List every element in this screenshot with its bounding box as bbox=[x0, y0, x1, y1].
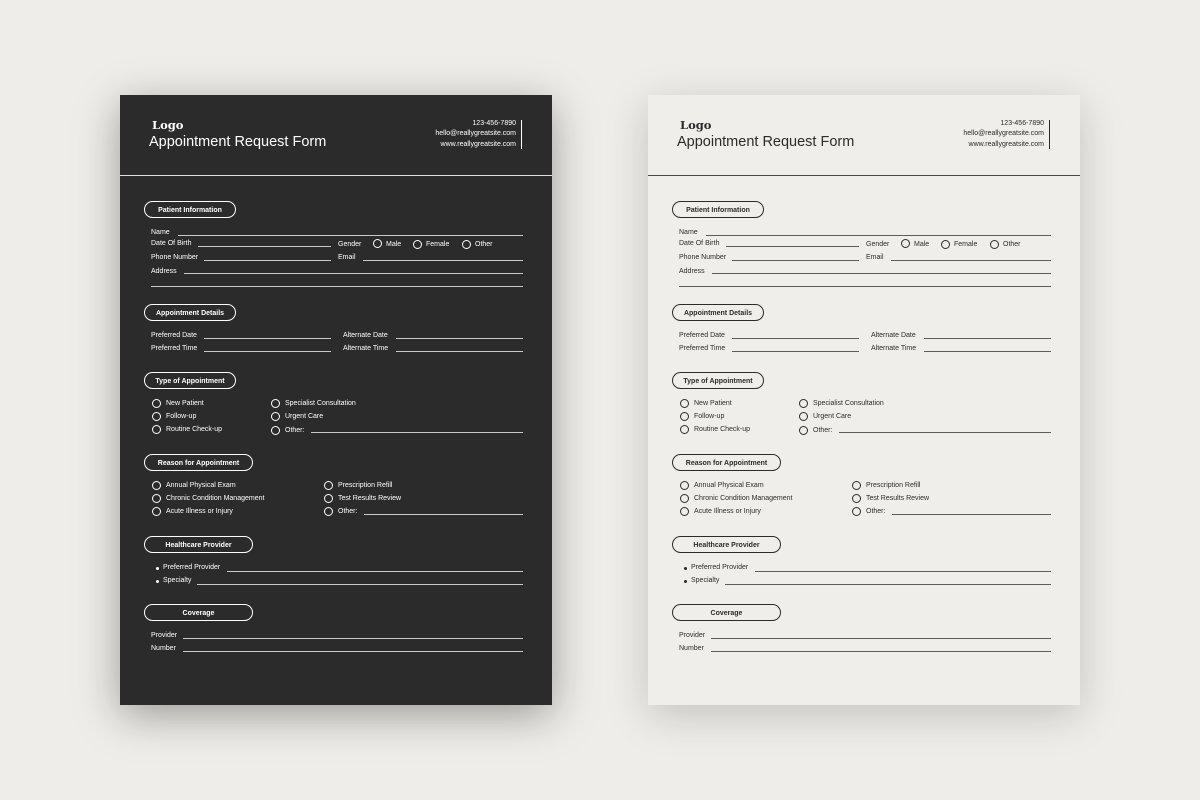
contact-info bbox=[435, 119, 516, 150]
radio-prescription-refill[interactable] bbox=[324, 481, 333, 490]
label-email: Email bbox=[866, 254, 884, 261]
contact-website: www.reallygreatsite.com bbox=[440, 140, 516, 148]
field-alternate-date[interactable] bbox=[396, 338, 523, 339]
field-email[interactable] bbox=[363, 260, 523, 261]
section-coverage: Coverage bbox=[144, 604, 253, 621]
label-chronic-condition-management: Chronic Condition Management bbox=[166, 495, 265, 502]
contact-website: www.reallygreatsite.com bbox=[968, 140, 1044, 148]
label-preferred-provider: Preferred Provider bbox=[691, 564, 749, 571]
field-alternate-date[interactable] bbox=[924, 338, 1051, 339]
bullet bbox=[156, 567, 159, 570]
label-follow-up: Follow-up bbox=[694, 413, 725, 420]
contact-email: hello@reallygreatsite.com bbox=[963, 130, 1044, 138]
radio-chronic-condition-management[interactable] bbox=[152, 494, 161, 503]
label-name: Name bbox=[151, 229, 170, 236]
contact-phone: 123-456-7890 bbox=[472, 120, 516, 127]
section-type-of-appointment: Type of Appointment bbox=[672, 372, 764, 389]
label-gender: Gender bbox=[866, 241, 890, 248]
logo: Logo bbox=[680, 118, 712, 132]
form-sheet-dark bbox=[120, 95, 552, 705]
label-annual-physical-exam: Annual Physical Exam bbox=[166, 482, 236, 489]
field-alternate-time[interactable] bbox=[924, 351, 1051, 352]
label-acute-illness-or-injury: Acute Illness or Injury bbox=[166, 508, 233, 515]
field-address-line-2[interactable] bbox=[151, 286, 523, 287]
label-alternate-date: Alternate Date bbox=[871, 332, 916, 339]
radio-gender-male[interactable] bbox=[901, 239, 910, 248]
contact-info bbox=[963, 119, 1044, 150]
contact-phone: 123-456-7890 bbox=[1000, 120, 1044, 127]
label-chronic-condition-management: Chronic Condition Management bbox=[694, 495, 793, 502]
field-address[interactable] bbox=[712, 273, 1051, 274]
label-new-patient: New Patient bbox=[694, 400, 732, 407]
label-preferred-date: Preferred Date bbox=[679, 332, 725, 339]
label-preferred-date: Preferred Date bbox=[151, 332, 197, 339]
label-coverage-provider: Provider bbox=[679, 632, 706, 639]
field-coverage-provider[interactable] bbox=[711, 638, 1051, 639]
label-new-patient: New Patient bbox=[166, 400, 204, 407]
section-appointment-details: Appointment Details bbox=[144, 304, 236, 321]
radio-urgent-care[interactable] bbox=[799, 412, 808, 421]
field-preferred-time[interactable] bbox=[204, 351, 331, 352]
section-patient-information: Patient Information bbox=[672, 201, 764, 218]
section-coverage: Coverage bbox=[672, 604, 781, 621]
radio-routine-check-up[interactable] bbox=[152, 425, 161, 434]
label-alternate-time: Alternate Time bbox=[343, 345, 389, 352]
label-alternate-time: Alternate Time bbox=[871, 345, 917, 352]
label-annual-physical-exam: Annual Physical Exam bbox=[694, 482, 764, 489]
label-coverage-provider: Provider bbox=[151, 632, 178, 639]
label-urgent-care: Urgent Care bbox=[285, 413, 324, 420]
label-specialist-consultation: Specialist Consultation bbox=[285, 400, 356, 407]
field-phone-number[interactable] bbox=[732, 260, 859, 261]
field-date-of-birth[interactable] bbox=[198, 246, 331, 247]
field-reason-other[interactable] bbox=[892, 514, 1051, 515]
header-rule bbox=[120, 175, 552, 176]
label-gender-male: Male bbox=[386, 241, 402, 248]
field-type-other[interactable] bbox=[839, 432, 1051, 433]
section-healthcare-provider: Healthcare Provider bbox=[144, 536, 253, 553]
field-preferred-date[interactable] bbox=[732, 338, 859, 339]
label-specialty: Specialty bbox=[163, 577, 192, 584]
header-divider bbox=[1049, 120, 1050, 149]
label-coverage-number: Number bbox=[151, 645, 176, 652]
header-divider bbox=[521, 120, 522, 149]
label-gender: Gender bbox=[338, 241, 362, 248]
section-reason-for-appointment: Reason for Appointment bbox=[672, 454, 781, 471]
field-preferred-date[interactable] bbox=[204, 338, 331, 339]
bullet bbox=[684, 567, 687, 570]
radio-annual-physical-exam[interactable] bbox=[152, 481, 161, 490]
header-rule bbox=[648, 175, 1080, 176]
label-test-results-review: Test Results Review bbox=[866, 495, 930, 502]
radio-follow-up[interactable] bbox=[680, 412, 689, 421]
logo: Logo bbox=[152, 118, 184, 132]
radio-urgent-care[interactable] bbox=[271, 412, 280, 421]
label-date-of-birth: Date Of Birth bbox=[151, 240, 192, 247]
field-preferred-provider[interactable] bbox=[755, 571, 1051, 572]
label-coverage-number: Number bbox=[679, 645, 704, 652]
field-alternate-time[interactable] bbox=[396, 351, 523, 352]
label-acute-illness-or-injury: Acute Illness or Injury bbox=[694, 508, 761, 515]
label-gender-female: Female bbox=[954, 241, 978, 248]
label-test-results-review: Test Results Review bbox=[338, 495, 402, 502]
radio-type-other[interactable] bbox=[271, 426, 280, 435]
label-date-of-birth: Date Of Birth bbox=[679, 240, 720, 247]
label-preferred-provider: Preferred Provider bbox=[163, 564, 221, 571]
radio-specialist-consultation[interactable] bbox=[271, 399, 280, 408]
section-healthcare-provider: Healthcare Provider bbox=[672, 536, 781, 553]
radio-type-other[interactable] bbox=[799, 426, 808, 435]
label-routine-check-up: Routine Check-up bbox=[694, 426, 751, 433]
label-address: Address bbox=[151, 268, 177, 275]
label-urgent-care: Urgent Care bbox=[813, 413, 852, 420]
contact-email: hello@reallygreatsite.com bbox=[435, 130, 516, 138]
field-email[interactable] bbox=[891, 260, 1051, 261]
form-sheet-light bbox=[648, 95, 1080, 705]
field-type-other[interactable] bbox=[311, 432, 523, 433]
radio-gender-other[interactable] bbox=[990, 240, 999, 249]
field-reason-other[interactable] bbox=[364, 514, 523, 515]
radio-follow-up[interactable] bbox=[152, 412, 161, 421]
label-address: Address bbox=[679, 268, 705, 275]
radio-gender-male[interactable] bbox=[373, 239, 382, 248]
radio-new-patient[interactable] bbox=[680, 399, 689, 408]
section-appointment-details: Appointment Details bbox=[672, 304, 764, 321]
radio-reason-other[interactable] bbox=[324, 507, 333, 516]
label-reason-other: Other: bbox=[338, 508, 358, 515]
field-preferred-time[interactable] bbox=[732, 351, 859, 352]
bullet bbox=[156, 580, 159, 583]
label-gender-female: Female bbox=[426, 241, 450, 248]
radio-reason-other[interactable] bbox=[852, 507, 861, 516]
label-email: Email bbox=[338, 254, 356, 261]
label-phone-number: Phone Number bbox=[679, 254, 727, 261]
radio-gender-female[interactable] bbox=[941, 240, 950, 249]
section-patient-information: Patient Information bbox=[144, 201, 236, 218]
label-reason-other: Other: bbox=[866, 508, 886, 515]
section-type-of-appointment: Type of Appointment bbox=[144, 372, 236, 389]
radio-chronic-condition-management[interactable] bbox=[680, 494, 689, 503]
radio-gender-female[interactable] bbox=[413, 240, 422, 249]
label-specialist-consultation: Specialist Consultation bbox=[813, 400, 884, 407]
field-date-of-birth[interactable] bbox=[726, 246, 859, 247]
field-name[interactable] bbox=[178, 235, 523, 236]
field-specialty[interactable] bbox=[197, 584, 523, 585]
field-name[interactable] bbox=[706, 235, 1051, 236]
field-address[interactable] bbox=[184, 273, 523, 274]
radio-routine-check-up[interactable] bbox=[680, 425, 689, 434]
label-prescription-refill: Prescription Refill bbox=[338, 482, 393, 489]
radio-prescription-refill[interactable] bbox=[852, 481, 861, 490]
field-specialty[interactable] bbox=[725, 584, 1051, 585]
form-title: Appointment Request Form bbox=[149, 134, 327, 150]
radio-specialist-consultation[interactable] bbox=[799, 399, 808, 408]
section-reason-for-appointment: Reason for Appointment bbox=[144, 454, 253, 471]
label-gender-other: Other bbox=[475, 241, 493, 248]
field-coverage-number[interactable] bbox=[711, 651, 1051, 652]
label-name: Name bbox=[679, 229, 698, 236]
radio-acute-illness-or-injury[interactable] bbox=[680, 507, 689, 516]
label-routine-check-up: Routine Check-up bbox=[166, 426, 223, 433]
radio-test-results-review[interactable] bbox=[852, 494, 861, 503]
field-coverage-number[interactable] bbox=[183, 651, 523, 652]
field-coverage-provider[interactable] bbox=[183, 638, 523, 639]
radio-test-results-review[interactable] bbox=[324, 494, 333, 503]
field-address-line-2[interactable] bbox=[679, 286, 1051, 287]
label-preferred-time: Preferred Time bbox=[151, 345, 198, 352]
label-type-other: Other: bbox=[813, 427, 833, 434]
label-alternate-date: Alternate Date bbox=[343, 332, 388, 339]
radio-gender-other[interactable] bbox=[462, 240, 471, 249]
radio-new-patient[interactable] bbox=[152, 399, 161, 408]
label-phone-number: Phone Number bbox=[151, 254, 199, 261]
radio-acute-illness-or-injury[interactable] bbox=[152, 507, 161, 516]
label-specialty: Specialty bbox=[691, 577, 720, 584]
label-gender-other: Other bbox=[1003, 241, 1021, 248]
field-phone-number[interactable] bbox=[204, 260, 331, 261]
label-gender-male: Male bbox=[914, 241, 930, 248]
field-preferred-provider[interactable] bbox=[227, 571, 523, 572]
radio-annual-physical-exam[interactable] bbox=[680, 481, 689, 490]
label-prescription-refill: Prescription Refill bbox=[866, 482, 921, 489]
label-preferred-time: Preferred Time bbox=[679, 345, 726, 352]
label-follow-up: Follow-up bbox=[166, 413, 197, 420]
form-title: Appointment Request Form bbox=[677, 134, 855, 150]
bullet bbox=[684, 580, 687, 583]
label-type-other: Other: bbox=[285, 427, 305, 434]
